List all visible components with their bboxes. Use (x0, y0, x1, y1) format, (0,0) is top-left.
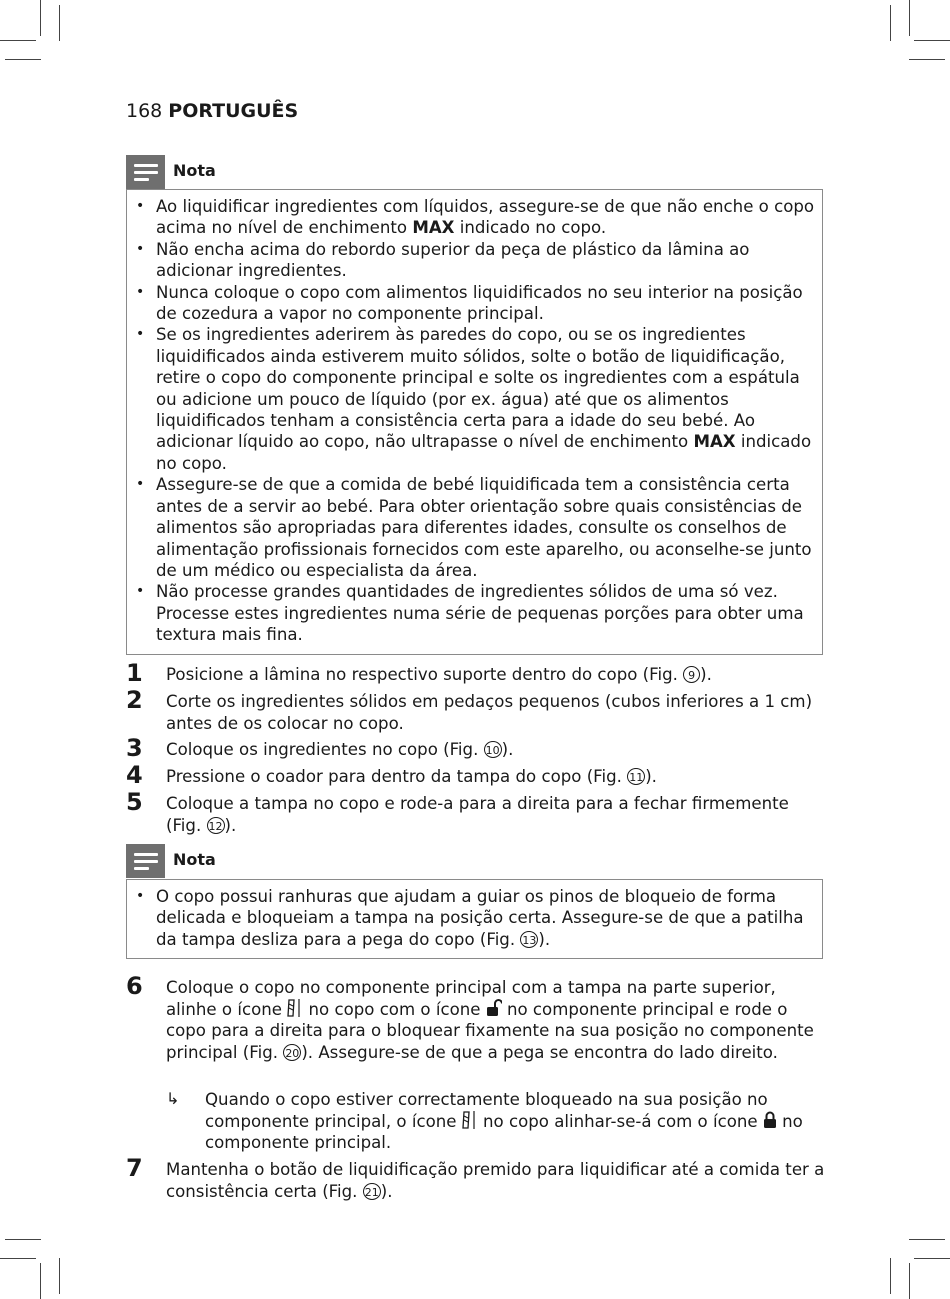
step-text: Coloque a tampa no copo e rode-a para a direita para a fechar firmemente (Fig. 12 ). (166, 794, 789, 835)
step-text: Corte os ingredientes sólidos em pedaços pequenos (cubos inferiores a 1 cm) antes de os colocar no copo. (166, 692, 813, 733)
step-text: Coloque os ingredientes no copo (Fig. 10 ). (166, 740, 514, 759)
note-box (126, 879, 823, 959)
crop-mark (0, 40, 36, 41)
step-number: 5 (126, 788, 143, 816)
page-language-title: PORTUGUÊS (168, 100, 299, 122)
result-arrow-icon: ↳ (166, 1089, 180, 1108)
page-number: 168 (126, 100, 163, 122)
crop-mark (914, 40, 950, 41)
step-number: 1 (126, 659, 143, 687)
crop-mark (59, 5, 60, 41)
step-item (126, 659, 826, 687)
cup-align-icon (462, 1111, 478, 1129)
step-number: 2 (126, 686, 143, 714)
crop-mark (909, 59, 945, 60)
crop-mark (0, 1258, 36, 1259)
figure-reference: 9 (683, 666, 700, 683)
step-number: 7 (126, 1154, 143, 1182)
step-text: Posicione a lâmina no respectivo suporte dentro do copo (Fig. 9 ). (166, 665, 712, 684)
note-icon (126, 844, 165, 878)
figure-reference: 10 (484, 741, 502, 758)
crop-mark (5, 1239, 41, 1240)
step-item (126, 734, 826, 762)
page-header (126, 99, 298, 123)
step-number: 4 (126, 761, 143, 789)
crop-mark (909, 1263, 910, 1299)
figure-reference: 13 (520, 931, 538, 948)
lock-icon (763, 1111, 777, 1129)
step-text: Pressione o coador para dentro da tampa do copo (Fig. 11 ). (166, 767, 657, 786)
note-list-item: • Assegure-se de que a comida de bebé liquidificada tem a consistência certa antes de a servir ao bebé. Para obter orientação sobre quais consistências de alimentos são apropriadas para diferentes idades, consulte os conselhos de alimentação profissionais fornecidos com este aparelho, ou aconselhe-se junto de um médico ou especialista da área. (156, 474, 818, 581)
unlock-icon (486, 999, 502, 1017)
figure-reference: 20 (283, 1044, 301, 1061)
cup-align-icon (287, 999, 303, 1017)
step-item (126, 761, 826, 789)
step-text: Mantenha o botão de liquidificação premido para liquidificar até a comida ter a consistência certa (Fig. 21 ). (166, 1160, 825, 1201)
figure-reference: 11 (627, 768, 645, 785)
note-title: Nota (173, 850, 216, 869)
step-item (126, 972, 826, 1063)
note-list-item: • O copo possui ranhuras que ajudam a guiar os pinos de bloqueio de forma delicada e bloqueiam a tampa na posição certa. Assegure-se de que a patilha da tampa desliza para a pega do copo (Fig. 13 ). (156, 886, 818, 950)
crop-mark (890, 5, 891, 41)
step-text: Coloque o copo no componente principal com a tampa na parte superior, alinhe o ícone no copo com o ícone no componente principal e rode o copo para a direita para o bloquear fixamente na sua posição no componente principal (Fig. 20 ). Assegure-se de que a pega se encontra do lado direito. (166, 978, 814, 1062)
crop-mark (914, 1258, 950, 1259)
result-text: Quando o copo estiver correctamente bloqueado na sua posição no componente principal, o ícone no copo alinhar-se-á com o ícone no componente principal. (205, 1090, 803, 1153)
note-list-item: • Ao liquidificar ingredientes com líquidos, assegure-se de que não enche o copo acima no nível de enchimento MAX indicado no copo. (156, 196, 818, 239)
step-item (126, 686, 826, 734)
figure-reference: 12 (207, 817, 225, 834)
step-number: 6 (126, 972, 143, 1000)
note-list-item: • Não encha acima do rebordo superior da peça de plástico da lâmina ao adicionar ingredientes. (156, 239, 818, 282)
crop-mark (909, 0, 910, 36)
crop-mark (909, 1239, 945, 1240)
note-icon (126, 155, 165, 189)
note-box (126, 189, 823, 655)
crop-mark (40, 0, 41, 36)
step-number: 3 (126, 734, 143, 762)
crop-mark (59, 1258, 60, 1294)
note-list-item: • Se os ingredientes aderirem às paredes do copo, ou se os ingredientes liquidificados ainda estiverem muito sólidos, solte o botão de liquidificação, retire o copo do componente principal e solte os ingredientes com a espátula ou adicione um pouco de líquido (por ex. água) até que os alimentos liquidificados tenham a consistência certa para a idade do seu bebé. Ao adicionar líquido ao copo, não ultrapasse o nível de enchimento MAX indicado no copo. (156, 324, 818, 474)
note-title: Nota (173, 161, 216, 180)
step-item (126, 1154, 826, 1202)
note-list-item: • Nunca coloque o copo com alimentos liquidificados no seu interior na posição de cozedura a vapor no componente principal. (156, 282, 818, 325)
note-list-item: • Não processe grandes quantidades de ingredientes sólidos de uma só vez. Processe estes ingredientes numa série de pequenas porções para obter uma textura mais fina. (156, 581, 818, 645)
crop-mark (40, 1263, 41, 1299)
figure-reference: 21 (363, 1183, 381, 1200)
step-result (166, 1089, 826, 1154)
crop-mark (890, 1258, 891, 1294)
step-item (126, 788, 826, 836)
crop-mark (5, 59, 41, 60)
